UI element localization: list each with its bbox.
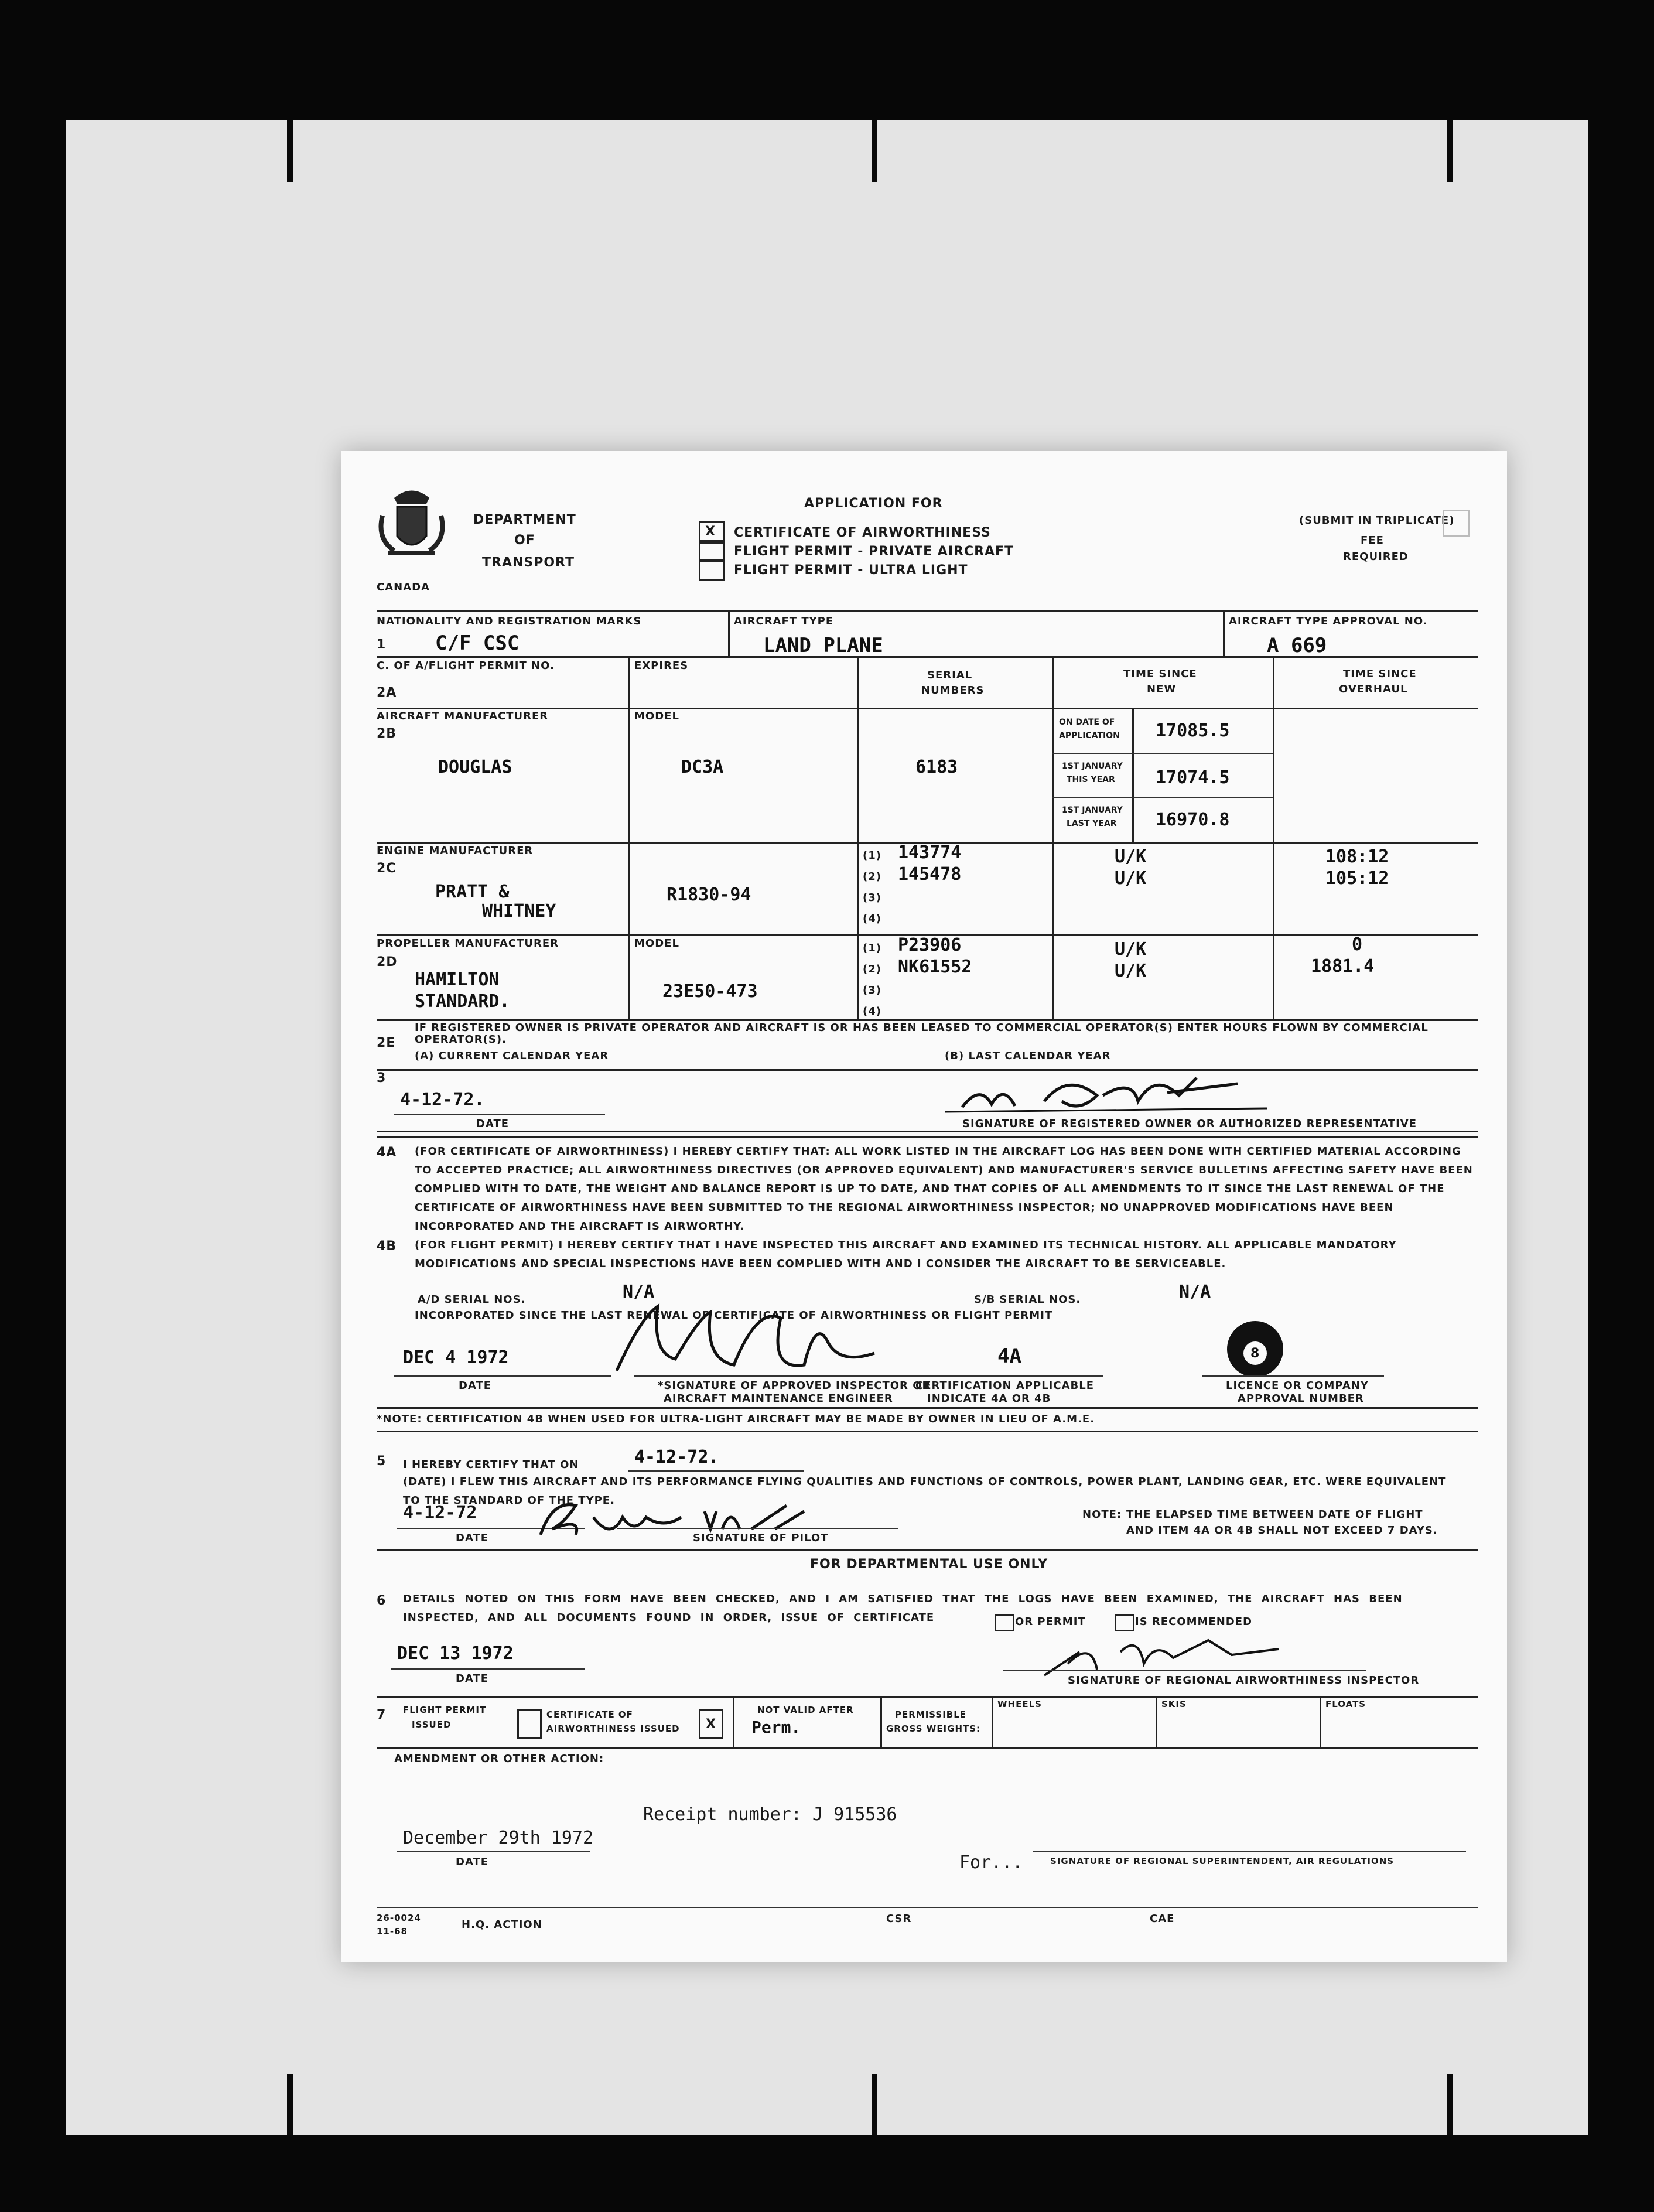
certification-applicable: 4A [997,1344,1021,1368]
row2d-num: 2D [377,955,398,970]
recommended-label: IS RECOMMENDED [1135,1616,1252,1628]
not-valid-after: NOT VALID AFTER [757,1705,854,1715]
pilot-note-1: THE ELAPSED TIME BETWEEN DATE OF FLIGHT [1126,1508,1423,1521]
label-overhaul-2: OVERHAUL [1339,683,1408,695]
inspector-sig-label-1: *SIGNATURE OF APPROVED INSPECTOR OR [658,1380,931,1392]
row2e-b: (B) LAST CALENDAR YEAR [945,1050,1111,1062]
faint-box [1443,510,1470,537]
label-propeller-model: MODEL [634,937,679,950]
inspector-sig-label-2: AIRCRAFT MAINTENANCE ENGINEER [664,1392,893,1405]
form-title: APPLICATION FOR [804,496,943,511]
gross-weights-2: GROSS WEIGHTS: [886,1723,981,1734]
inspector-date: DEC 4 1972 [403,1347,509,1368]
label-propeller-manufacturer: PROPELLER MANUFACTURER [377,937,559,950]
row5-text-a: I HEREBY CERTIFY THAT ON [403,1459,579,1471]
owner-signature [945,1060,1273,1119]
engine-model: R1830-94 [667,885,751,905]
flight-permit-issued-1: FLIGHT PERMIT [403,1705,487,1715]
skis-label: SKIS [1161,1699,1187,1709]
dept-text: DETAILS NOTED ON THIS FORM HAVE BEEN CHECKED, AND I AM SATISFIED THAT THE LOGS HAVE BEEN EXAMINED, THE AIRCRAFT HAS BEEN INSPECTED, AND ALL DOCUMENTS FOUND IN ORDER, ISSUE OF CERTIFICATE [403,1593,1403,1624]
engine-serial-2: 145478 [898,864,962,885]
option-ultralight: FLIGHT PERMIT - ULTRA LIGHT [734,563,968,578]
licence-label-2: APPROVAL NUMBER [1238,1392,1364,1405]
row2c-num: 2C [377,861,397,876]
engine-overhaul-2: 105:12 [1325,868,1389,889]
licence-stamp-number: 8 [1250,1346,1260,1361]
gross-weights-1: PERMISSIBLE [895,1709,967,1720]
time-since-new-this-year: 17074.5 [1156,767,1230,788]
option-private: FLIGHT PERMIT - PRIVATE AIRCRAFT [734,544,1014,559]
fee-line-1: FEE [1361,534,1384,547]
csr-label: CSR [886,1913,912,1925]
label-serial-1: SERIAL [927,669,973,681]
amend-date: December 29th 1972 [403,1828,594,1848]
time-label-3b: LAST YEAR [1067,819,1117,828]
row2b-num: 2B [377,726,397,741]
row4a-num: 4A [377,1145,397,1160]
for-label: For... [959,1852,1023,1873]
engine-idx-4: (4) [863,913,881,925]
propeller-model: 23E50-473 [662,981,758,1002]
time-label-2a: 1ST JANUARY [1062,762,1123,771]
time-label-1b: APPLICATION [1059,731,1120,740]
engine-manufacturer-2: WHITNEY [482,901,556,921]
dept-line-2: OF [514,533,535,548]
row5-text-b: (DATE) I FLEW THIS AIRCRAFT AND ITS PERFORMANCE FLYING QUALITIES AND FUNCTIONS OF CONTROLS, POWER PLANT, LANDING GEAR, ETC. WERE EQUIVALENT TO THE STANDARD OF THE TYPE. [403,1476,1447,1507]
row6-num: 6 [377,1593,387,1608]
engine-new-1: U/K [1115,846,1147,867]
frame-tick [1447,2074,1453,2135]
or-permit-label: OR PERMIT [1015,1616,1086,1628]
checkbox-cert[interactable]: X [699,521,725,544]
checkbox-cert-issue[interactable] [995,1614,1014,1631]
pilot-note-label: NOTE: [1082,1508,1122,1521]
prop-idx-3: (3) [863,984,881,996]
owner-signature-label: SIGNATURE OF REGISTERED OWNER OR AUTHORIZED REPRESENTATIVE [962,1118,1417,1130]
row2e-a: (A) CURRENT CALENDAR YEAR [415,1050,609,1062]
row2e-num: 2E [377,1036,396,1050]
form-number-1: 26-0024 [377,1913,421,1923]
frame-tick [287,2074,293,2135]
fee-line-2: REQUIRED [1343,551,1409,563]
pilot-date: 4-12-72 [403,1503,477,1523]
registration-marks: C/F CSC [435,631,520,655]
engine-serial-1: 143774 [898,842,962,863]
application-form [341,451,1507,1962]
label-permit-no: C. OF A/FLIGHT PERMIT NO. [377,660,555,672]
superintendent-label: SIGNATURE OF REGIONAL SUPERINTENDENT, AIR REGULATIONS [1050,1856,1395,1866]
sb-label: S/B SERIAL NOS. [974,1293,1081,1306]
checkbox-flight-permit-issued[interactable] [517,1709,542,1739]
row7-num: 7 [377,1708,387,1722]
label-new-2: NEW [1147,683,1177,695]
licence-label-1: LICENCE OR COMPANY [1226,1380,1369,1392]
row3-num: 3 [377,1071,387,1085]
dept-date: DEC 13 1972 [397,1643,514,1664]
amend-date-label: DATE [456,1856,489,1868]
country: CANADA [377,581,430,593]
time-since-new-last-year: 16970.8 [1156,810,1230,830]
label-model: MODEL [634,710,679,722]
cert-applicable-label-1: CERTIFICATION APPLICABLE [915,1380,1094,1392]
label-engine-manufacturer: ENGINE MANUFACTURER [377,845,534,857]
label-new-1: TIME SINCE [1123,668,1197,680]
inspector-date-label: DATE [459,1380,492,1392]
receipt-number: Receipt number: J 915536 [643,1804,897,1825]
wheels-label: WHEELS [997,1699,1042,1709]
amendment-label: AMENDMENT OR OTHER ACTION: [394,1753,604,1765]
prop-idx-2: (2) [863,963,881,975]
ad-label: A/D SERIAL NOS. [418,1293,526,1306]
propeller-new-1: U/K [1115,939,1147,960]
time-label-1a: ON DATE OF [1059,718,1115,727]
label-aircraft-manufacturer: AIRCRAFT MANUFACTURER [377,710,549,722]
propeller-serial-1: P23906 [898,935,962,955]
pilot-signature-label: SIGNATURE OF PILOT [693,1532,829,1544]
frame-tick [872,120,877,182]
frame-tick [287,120,293,182]
propeller-manufacturer-2: STANDARD. [415,991,510,1012]
engine-new-2: U/K [1115,868,1147,889]
row4b-text: (FOR FLIGHT PERMIT) I HEREBY CERTIFY THAT I HAVE INSPECTED THIS AIRCRAFT AND EXAMINED ITS TECHNICAL HISTORY. ALL APPLICABLE MANDATORY MODIFICATIONS AND SPECIAL INSPECTIONS HAVE BEEN COMPLIED WITH AND I CONSIDER THE AIRCRAFT TO BE SERVICEABLE. [415,1239,1397,1270]
cae-label: CAE [1150,1913,1175,1925]
option-cert-airworthiness: CERTIFICATE OF AIRWORTHINESS [734,525,991,540]
coat-of-arms-icon [371,480,453,562]
incorporated-text: INCORPORATED SINCE THE LAST RENEWAL OF CERTIFICATE OF AIRWORTHINESS OR FLIGHT PERMIT [415,1309,1053,1322]
time-since-new-application: 17085.5 [1156,721,1230,741]
sb-value: N/A [1179,1282,1211,1302]
propeller-manufacturer-1: HAMILTON [415,970,500,990]
type-approval-no: A 669 [1267,634,1327,657]
checkbox-cert-aw-issued[interactable]: X [699,1709,723,1739]
label-aircraft-type: AIRCRAFT TYPE [734,615,834,627]
row1-num: 1 [377,637,387,652]
row4b-num: 4B [377,1239,397,1254]
form-number-2: 11-68 [377,1926,408,1937]
regional-inspector-label: SIGNATURE OF REGIONAL AIRWORTHINESS INSPECTOR [1068,1674,1420,1687]
engine-idx-2: (2) [863,871,881,883]
propeller-serial-2: NK61552 [898,957,972,977]
prop-idx-4: (4) [863,1005,881,1018]
aircraft-type: LAND PLANE [763,634,883,657]
aircraft-manufacturer: DOUGLAS [438,757,512,777]
label-serial-2: NUMBERS [921,684,985,697]
checkbox-ultralight[interactable] [699,559,725,581]
label-type-approval: AIRCRAFT TYPE APPROVAL NO. [1229,615,1428,627]
pilot-date-label: DATE [456,1532,489,1544]
dept-date-label: DATE [456,1672,489,1685]
floats-label: FLOATS [1325,1699,1366,1709]
cert-aw-issued-1: CERTIFICATE OF [546,1709,633,1720]
dept-line-1: DEPARTMENT [473,513,576,527]
propeller-overhaul-1: 0 [1352,934,1363,955]
frame-tick [1447,120,1453,182]
row4a-text: (FOR CERTIFICATE OF AIRWORTHINESS) I HEREBY CERTIFY THAT: ALL WORK LISTED IN THE AIRCRAFT LOG HAS BEEN DONE WITH CERTIFIED MATERIAL ACCORDING TO ACCEPTED PRACTICE; ALL AIRWORTHINESS DIRECTIVES (OR APPROVED EQUIVALENT) AND MANUFACTURER'S SERVICE BULLETINS AFFECTING SAFETY HAVE BEEN COMPLIED WITH TO DATE, THE WEIGHT AND BALANCE REPORT IS UP TO DATE, AND THAT COPIES OF ALL AMENDMENTS TO IT SINCE THE LAST RENEWAL OF THE CERTIFICATE OF AIRWORTHINESS HAVE BEEN SUBMITTED TO THE REGIONAL AIRWORTHINESS INSPECTOR; NO UNAPPROVED MODIFICATIONS HAVE BEEN INCORPORATED AND THE AIRCRAFT IS AIRWORTHY. [415,1145,1473,1233]
ultra-light-note: *NOTE: CERTIFICATION 4B WHEN USED FOR ULTRA-LIGHT AIRCRAFT MAY BE MADE BY OWNER IN LIEU OF A.M.E. [377,1413,1095,1425]
time-label-2b: THIS YEAR [1067,775,1115,784]
propeller-overhaul-2: 1881.4 [1311,956,1375,977]
owner-date-label: DATE [476,1118,510,1130]
submit-note: (SUBMIT IN TRIPLICATE) [1299,514,1455,527]
inspector-signature [605,1283,886,1383]
pilot-note-2: AND ITEM 4A OR 4B SHALL NOT EXCEED 7 DAYS. [1126,1524,1438,1537]
cert-aw-issued-2: AIRWORTHINESS ISSUED [546,1723,680,1734]
engine-idx-3: (3) [863,892,881,904]
time-label-3a: 1ST JANUARY [1062,805,1123,815]
label-nationality: NATIONALITY AND REGISTRATION MARKS [377,615,642,627]
row5-num: 5 [377,1454,387,1469]
departmental-title: FOR DEPARTMENTAL USE ONLY [810,1557,1048,1572]
flight-permit-issued-2: ISSUED [412,1719,452,1730]
row2a-num: 2A [377,685,397,700]
hq-action: H.Q. ACTION [462,1919,542,1931]
row2e-text: IF REGISTERED OWNER IS PRIVATE OPERATOR AND AIRCRAFT IS OR HAS BEEN LEASED TO COMMERCIAL OPERATOR(S) ENTER HOURS FLOWN BY COMMERCIAL OPERATOR(S). [415,1022,1429,1046]
engine-manufacturer-1: PRATT & [435,882,510,902]
dept-line-3: TRANSPORT [482,555,575,570]
label-overhaul-1: TIME SINCE [1343,668,1417,680]
engine-idx-1: (1) [863,849,881,862]
cert-applicable-label-2: INDICATE 4A OR 4B [927,1392,1051,1405]
not-valid-value: Perm. [751,1718,801,1737]
frame-tick [872,2074,877,2135]
aircraft-serial: 6183 [915,757,958,777]
propeller-new-2: U/K [1115,961,1147,981]
flight-date-inline: 4-12-72. [634,1447,719,1467]
owner-date: 4-12-72. [400,1090,485,1110]
prop-idx-1: (1) [863,942,881,954]
label-expires: EXPIRES [634,660,689,672]
engine-overhaul-1: 108:12 [1325,846,1389,867]
ad-value: N/A [623,1282,655,1302]
aircraft-model: DC3A [681,757,724,777]
